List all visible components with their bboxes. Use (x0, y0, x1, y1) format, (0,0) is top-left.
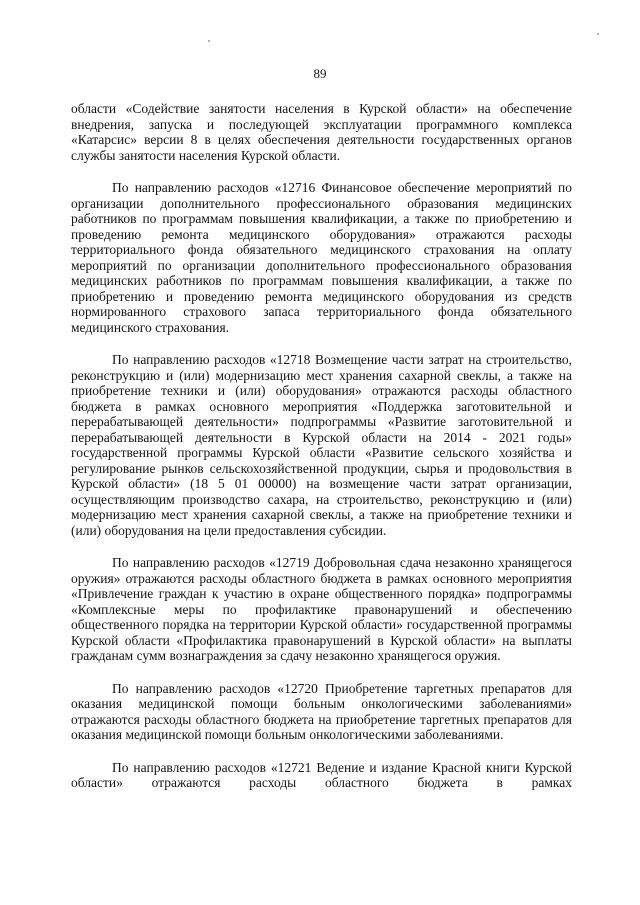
paragraph-12716: По направлению расходов «12716 Финансовое обеспечение мероприятий по организации дополнительного профессионального образования медицинских работников по программам повышения квалификации, а также по приобретению и проведению ремонта медицинского оборудования» отражаются расходы территориального фонда обязательного медицинского страхования на оплату мероприятий по организации дополнительного профессионального образования медицинских работников по программам повышения квалификации, а также по приобретению и проведению ремонта медицинского оборудования из средств нормированного страхового запаса территориального фонда обязательного медицинского страхования. (71, 180, 572, 335)
paragraph-12721: По направлению расходов «12721 Ведение и издание Красной книги Курской области» отражаются расходы областного бюджета в рамках (71, 759, 572, 790)
paragraph-12720: По направлению расходов «12720 Приобретение таргетных препаратов для оказания медицинской помощи больным онкологическими заболеваниями» отражаются расходы областного бюджета на приобретение таргетных препаратов для оказания медицинской помощи больным онкологическими заболеваниями. (71, 680, 572, 742)
page-number: 89 (313, 66, 327, 81)
paragraph-12718: По направлению расходов «12718 Возмещение части затрат на строительство, реконструкцию и (или) модернизацию мест хранения сахарной свеклы, а также на приобретение техники и (или) оборудования» отражаются расходы областного бюджета в рамках основного мероприятия «Поддержка заготовительной и перерабатывающей деятельности» подпрограммы «Развитие заготовительной и перерабатывающей деятельности в Курской области на 2014 - 2021 годы» государственной программы Курской области «Развитие сельского хозяйства и регулирование рынков сельскохозяйственной продукции, сырья и продовольствия в Курской области» (18 5 01 00000) на возмещение части затрат организации, осуществляющим производство сахара, на строительство, реконструкцию и (или) модернизацию мест хранения сахарной свеклы, а также на приобретение техники и (или) оборудования на цели предоставления субсидии. (71, 352, 572, 538)
paragraph-continuation: области «Содействие занятости населения в Курской области» на обеспечение внедрения, запуска и последующей эксплуатации программного комплекса «Катарсис» версии 8 в целях обеспечения деятельности государственных органов службы занятости населения Курской области. (71, 101, 572, 163)
scan-speck (208, 40, 210, 42)
scan-speck (597, 33, 599, 35)
paragraph-12719: По направлению расходов «12719 Добровольная сдача незаконно хранящегося оружия» отражаются расходы областного бюджета в рамках основного мероприятия «Привлечение граждан к участию в охране общественного порядка» подпрограммы «Комплексные меры по профилактике правонарушений и обеспечению общественного порядка на территории Курской области» государственной программы Курской области «Профилактика правонарушений в Курской области» на выплаты гражданам сумм вознаграждения за сдачу незаконно хранящегося оружия. (71, 555, 572, 663)
document-body (71, 101, 572, 791)
